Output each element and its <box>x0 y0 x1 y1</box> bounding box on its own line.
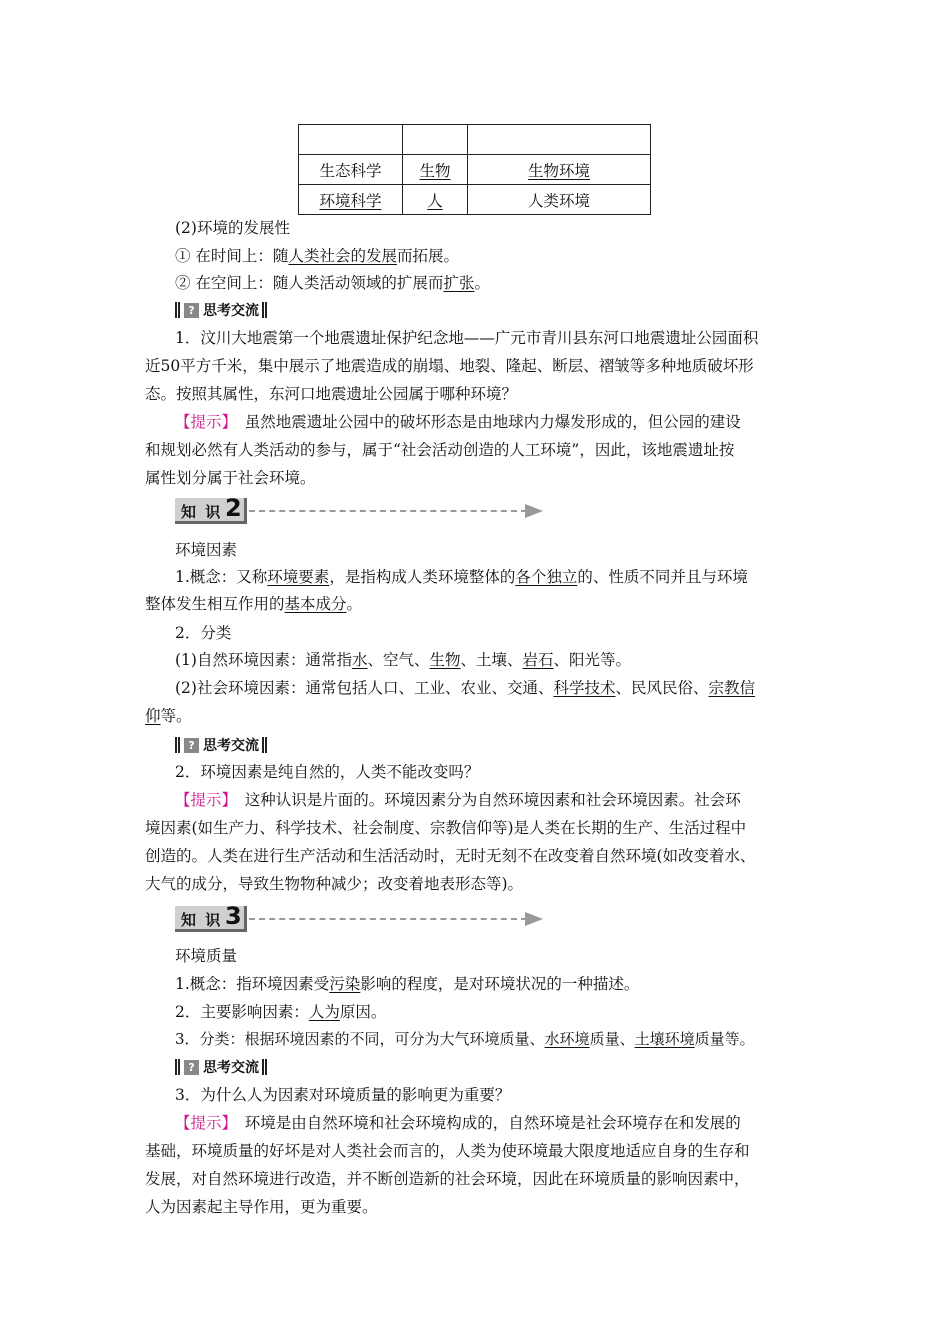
think-exchange-label <box>175 735 268 755</box>
question-1-line: 1．汶川大地震第一个地震遗址保护纪念地——广元市青川县东河口地震遗址公园面积 <box>175 329 759 347</box>
table-cell: 人类环境 <box>468 185 651 215</box>
bar-decoration <box>178 737 180 753</box>
bar-decoration <box>262 737 264 753</box>
underlined-answer: 科学技术 <box>553 679 616 697</box>
underlined-answer: 水环境 <box>544 1030 590 1048</box>
bar-decoration <box>265 737 267 753</box>
arrow-icon <box>525 912 543 926</box>
text: 这种认识是片面的。环境因素分为自然环境因素和社会环境因素。社会环 <box>229 791 741 809</box>
table-cell: 生物环境 <box>468 155 651 185</box>
underlined-answer: 土壤环境 <box>634 1030 695 1048</box>
underlined-answer: 生物 <box>429 651 461 669</box>
env-table <box>298 124 651 215</box>
answer-1-line <box>175 410 741 432</box>
think-label-text: 思考交流 <box>203 738 259 754</box>
text: 3．分类：根据环境因素的不同，可分为大气环境质量、 <box>175 1030 545 1048</box>
social-factors-line <box>175 676 755 698</box>
dashed-line <box>249 918 527 920</box>
underlined-answer: 水 <box>351 651 368 669</box>
text: 、土壤、 <box>460 651 523 669</box>
social-factors-line <box>145 704 825 726</box>
underlined-answer: 人类社会的发展 <box>288 247 397 265</box>
tip-label: 【提示】 <box>175 791 230 809</box>
table-cell: 生态科学 <box>299 155 403 185</box>
text: ，是指构成人类环境整体的 <box>329 568 516 586</box>
text: (1)自然环境因素：通常指 <box>175 651 352 669</box>
text: 等。 <box>160 707 192 725</box>
text: 的、性质不同并且与环境 <box>577 568 748 586</box>
concept-line <box>175 565 748 587</box>
text: 虽然地震遗址公园中的破坏形态是由地球内力爆发形成的，但公园的建设 <box>229 413 741 431</box>
dashed-line <box>249 510 527 512</box>
table-cell <box>403 125 468 155</box>
underlined-answer: 各个独立 <box>515 568 578 586</box>
text: 而拓展。 <box>396 247 459 265</box>
think-label-text: 思考交流 <box>203 303 259 319</box>
think-exchange-label <box>175 300 268 320</box>
question-3-line: 3．为什么人为因素对环境质量的影响更为重要？ <box>175 1086 511 1104</box>
bar-decoration <box>178 302 180 318</box>
text: 影响的程度，是对环境状况的一种描述。 <box>360 975 640 993</box>
bar-decoration <box>175 737 177 753</box>
text: 、民风民俗、 <box>615 679 709 697</box>
question-icon: ? <box>184 738 199 753</box>
text: 。 <box>346 595 363 613</box>
question-2-line: 2．环境因素是纯自然的，人类不能改变吗？ <box>175 763 480 781</box>
header-number: 3 <box>225 902 242 930</box>
concept-line <box>145 592 825 614</box>
section-title: 环境因素 <box>175 541 238 559</box>
answer-2-line: 境因素(如生产力、科学技术、社会制度、宗教信仰等)是人类在长期的生产、生活过程中 <box>145 819 747 837</box>
question-icon: ? <box>184 303 199 318</box>
header-text: 知 识 <box>181 503 223 521</box>
arrow-icon <box>525 504 543 518</box>
table-cell: 人 <box>403 185 468 215</box>
underlined-answer: 仰 <box>145 707 161 725</box>
text: 1.概念：指环境因素受 <box>175 975 330 993</box>
underlined-answer: 宗教信 <box>708 679 756 697</box>
dev-title: (2)环境的发展性 <box>175 219 290 237</box>
text: ② 在空间上：随人类活动领域的扩展而 <box>175 274 444 292</box>
text: 2．主要影响因素： <box>175 1003 309 1021</box>
answer-2-line <box>175 788 741 810</box>
text: 整体发生相互作用的 <box>145 595 285 613</box>
underlined-answer: 岩石 <box>522 651 554 669</box>
text: 1.概念：又称 <box>175 568 268 586</box>
bar-decoration <box>262 1059 264 1075</box>
natural-factors-line <box>175 648 631 670</box>
table-row <box>299 125 651 155</box>
question-1-line: 近50平方千米，集中展示了地震造成的崩塌、地裂、隆起、断层、褶皱等多种地质破坏形 <box>145 357 754 375</box>
question-1-line: 态。按照其属性，东河口地震遗址公园属于哪种环境？ <box>145 385 518 403</box>
table-cell <box>299 125 403 155</box>
text: 、阳光等。 <box>553 651 632 669</box>
classification-line <box>175 1028 755 1049</box>
underlined-answer: 污染 <box>329 975 361 993</box>
tip-label: 【提示】 <box>175 1114 230 1132</box>
table-cell <box>468 125 651 155</box>
answer-3-line <box>175 1111 741 1133</box>
dev-time-line <box>175 244 459 266</box>
think-exchange-label <box>175 1057 268 1077</box>
header-number: 2 <box>225 494 242 522</box>
answer-2-line: 创造的。人类在进行生产活动和生活活动时，无时无刻不在改变着自然环境(如改变着水、 <box>145 847 756 865</box>
text: 质量、 <box>589 1030 635 1048</box>
dev-space-line <box>175 271 490 293</box>
underlined-answer: 人为 <box>308 1003 340 1021</box>
bar-decoration <box>175 1059 177 1075</box>
knowledge-3-header <box>175 902 545 932</box>
text: 环境是由自然环境和社会环境构成的，自然环境是社会环境存在和发展的 <box>229 1114 741 1132</box>
header-text: 知 识 <box>181 911 223 929</box>
text: 原因。 <box>339 1003 387 1021</box>
tip-label: 【提示】 <box>175 413 230 431</box>
bar-decoration <box>265 1059 267 1075</box>
text: 。 <box>474 274 490 292</box>
text: (2)社会环境因素：通常包括人口、工业、农业、交通、 <box>175 679 554 697</box>
question-icon: ? <box>184 1060 199 1075</box>
text: ① 在时间上：随 <box>175 247 289 265</box>
text: 质量等。 <box>694 1030 755 1048</box>
table-cell: 环境科学 <box>299 185 403 215</box>
bar-decoration <box>175 302 177 318</box>
concept-line <box>175 972 639 994</box>
underlined-answer: 基本成分 <box>284 595 347 613</box>
underlined-answer: 扩张 <box>443 274 475 292</box>
answer-3-line: 基础，环境质量的好坏是对人类社会而言的，人类为使环境最大限度地适应自身的生存和 <box>145 1142 750 1160</box>
factor-line <box>175 1000 386 1022</box>
classification-title: 2．分类 <box>175 624 232 642</box>
section-title: 环境质量 <box>175 947 238 965</box>
table-cell: 生物 <box>403 155 468 185</box>
answer-1-line: 属性划分属于社会环境。 <box>145 469 316 487</box>
answer-1-line: 和规划必然有人类活动的参与，属于“社会活动创造的人工环境”，因此，该地震遗址按 <box>145 441 735 459</box>
knowledge-2-header <box>175 494 545 524</box>
bar-decoration <box>265 302 267 318</box>
underlined-answer: 环境要素 <box>267 568 330 586</box>
table-row <box>299 155 651 185</box>
text: 、空气、 <box>367 651 430 669</box>
think-label-text: 思考交流 <box>203 1060 259 1076</box>
bar-decoration <box>178 1059 180 1075</box>
answer-3-line: 人为因素起主导作用，更为重要。 <box>145 1198 378 1216</box>
answer-3-line: 发展，对自然环境进行改造，并不断创造新的社会环境，因此在环境质量的影响因素中， <box>145 1170 750 1188</box>
table-row <box>299 185 651 215</box>
bar-decoration <box>262 302 264 318</box>
answer-2-line: 大气的成分，导致生物物种减少；改变着地表形态等)。 <box>145 875 524 893</box>
